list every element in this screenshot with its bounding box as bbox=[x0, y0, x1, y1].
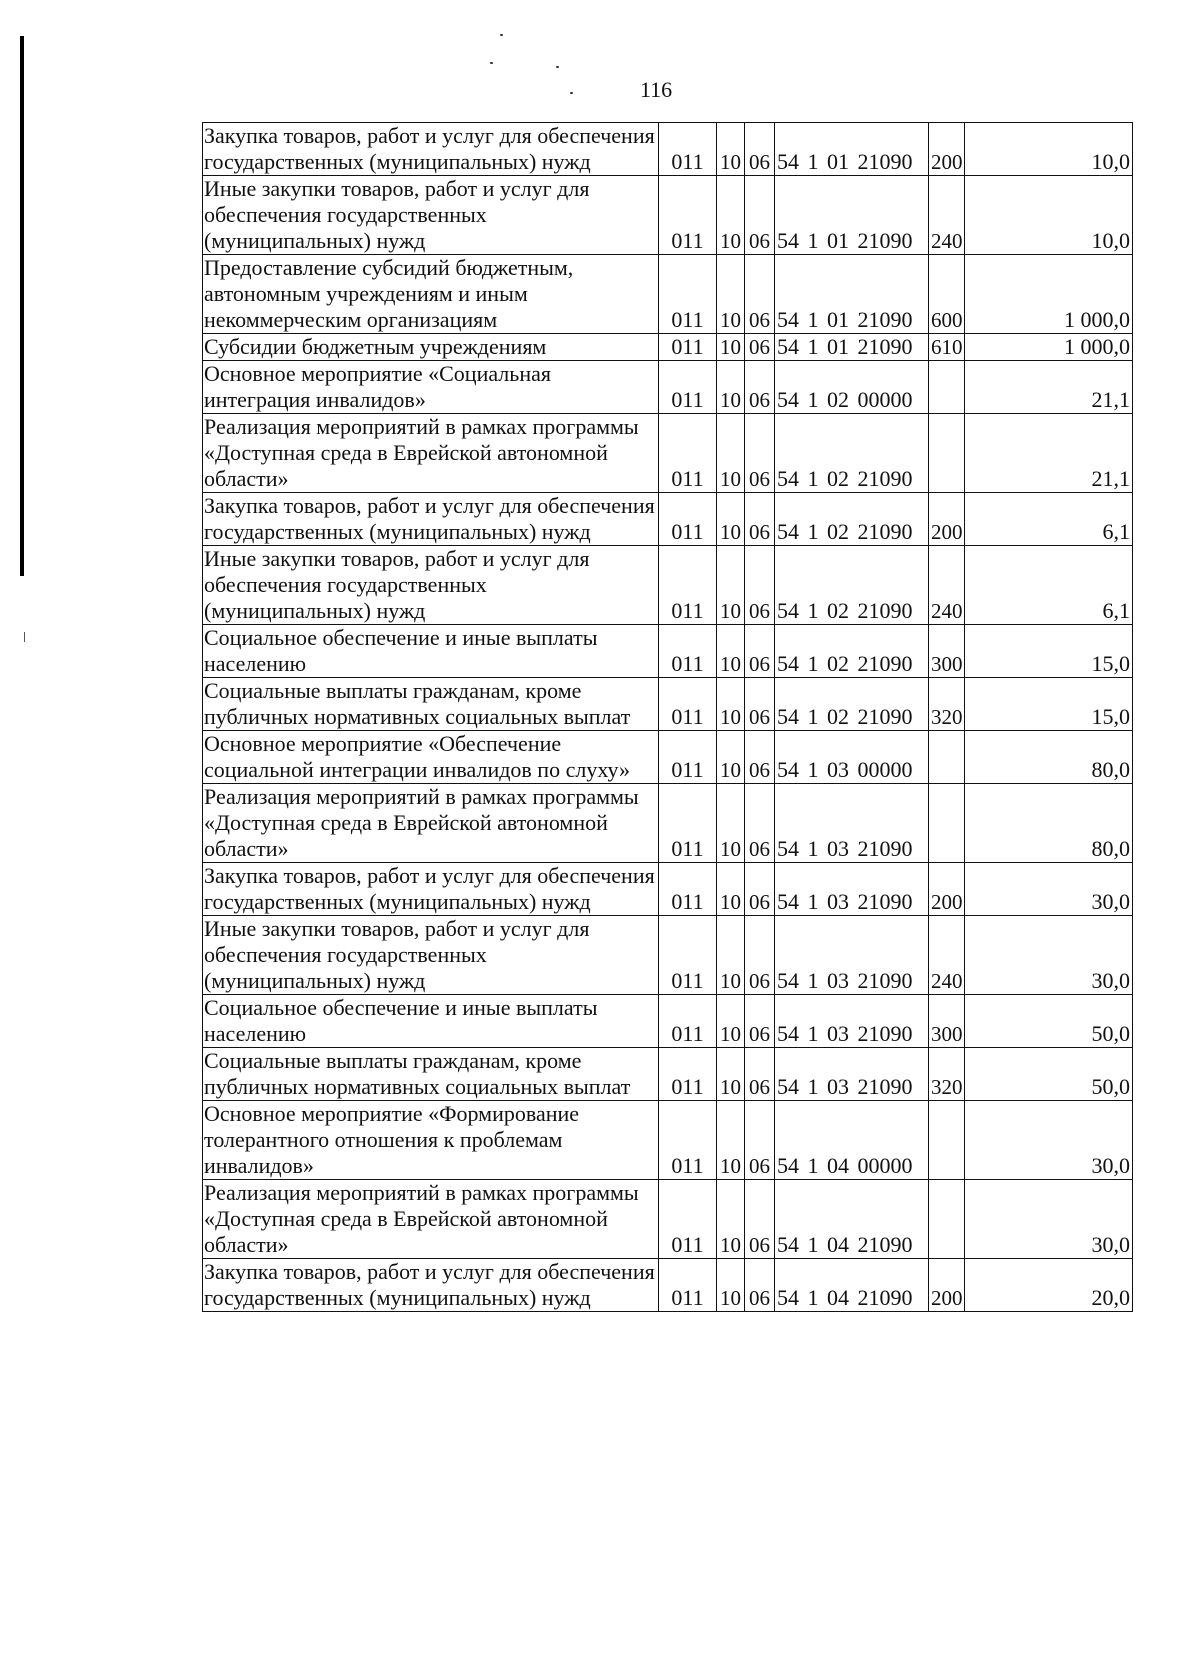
target-item-code-cell: 54 1 03 21090 bbox=[775, 863, 929, 916]
expense-type-code-cell: 610 bbox=[929, 334, 965, 361]
expense-name-cell: Закупка товаров, работ и услуг для обеспечения государственных (муниципальных) нужд bbox=[203, 123, 659, 176]
expense-type-code-cell: 300 bbox=[929, 625, 965, 678]
scan-edge-mark bbox=[20, 36, 24, 576]
target-item-code-cell: 54 1 03 21090 bbox=[775, 784, 929, 863]
subsection-code-cell: 06 bbox=[745, 493, 775, 546]
subsection-code-cell: 06 bbox=[745, 123, 775, 176]
ministry-code-cell: 011 bbox=[659, 334, 717, 361]
subsection-code-cell: 06 bbox=[745, 863, 775, 916]
amount-cell: 21,1 bbox=[965, 361, 1133, 414]
amount-cell: 1 000,0 bbox=[965, 334, 1133, 361]
target-item-code-cell: 54 1 02 21090 bbox=[775, 625, 929, 678]
amount-cell: 6,1 bbox=[965, 546, 1133, 625]
amount-cell: 50,0 bbox=[965, 995, 1133, 1048]
subsection-code-cell: 06 bbox=[745, 176, 775, 255]
expense-name-cell: Социальные выплаты гражданам, кроме публичных нормативных социальных выплат bbox=[203, 678, 659, 731]
amount-cell: 50,0 bbox=[965, 1048, 1133, 1101]
table-row bbox=[203, 995, 1133, 1048]
expense-type-code-cell: 320 bbox=[929, 1048, 965, 1101]
section-code-cell: 10 bbox=[717, 123, 745, 176]
scan-speck bbox=[570, 92, 573, 94]
table-row bbox=[203, 361, 1133, 414]
expense-type-code-cell bbox=[929, 414, 965, 493]
section-code-cell: 10 bbox=[717, 995, 745, 1048]
table-row bbox=[203, 493, 1133, 546]
ministry-code-cell: 011 bbox=[659, 916, 717, 995]
section-code-cell: 10 bbox=[717, 916, 745, 995]
table-row bbox=[203, 1180, 1133, 1259]
ministry-code-cell: 011 bbox=[659, 863, 717, 916]
section-code-cell: 10 bbox=[717, 414, 745, 493]
section-code-cell: 10 bbox=[717, 1180, 745, 1259]
section-code-cell: 10 bbox=[717, 625, 745, 678]
subsection-code-cell: 06 bbox=[745, 916, 775, 995]
expense-name-cell: Иные закупки товаров, работ и услуг для обеспечения государственных (муниципальных) нужд bbox=[203, 916, 659, 995]
table-row bbox=[203, 255, 1133, 334]
scan-speck bbox=[500, 34, 503, 36]
expense-type-code-cell: 300 bbox=[929, 995, 965, 1048]
expense-name-cell: Закупка товаров, работ и услуг для обеспечения государственных (муниципальных) нужд bbox=[203, 1259, 659, 1312]
target-item-code-cell: 54 1 01 21090 bbox=[775, 176, 929, 255]
target-item-code-cell: 54 1 03 21090 bbox=[775, 1048, 929, 1101]
table-row bbox=[203, 625, 1133, 678]
expense-name-cell: Реализация мероприятий в рамках программы «Доступная среда в Еврейской автономной области» bbox=[203, 414, 659, 493]
section-code-cell: 10 bbox=[717, 1101, 745, 1180]
table-row bbox=[203, 678, 1133, 731]
section-code-cell: 10 bbox=[717, 784, 745, 863]
amount-cell: 80,0 bbox=[965, 784, 1133, 863]
target-item-code-cell: 54 1 03 00000 bbox=[775, 731, 929, 784]
budget-table bbox=[202, 122, 1133, 1312]
table-row bbox=[203, 784, 1133, 863]
ministry-code-cell: 011 bbox=[659, 625, 717, 678]
subsection-code-cell: 06 bbox=[745, 784, 775, 863]
target-item-code-cell: 54 1 04 21090 bbox=[775, 1180, 929, 1259]
target-item-code-cell: 54 1 02 21090 bbox=[775, 493, 929, 546]
target-item-code-cell: 54 1 03 21090 bbox=[775, 916, 929, 995]
section-code-cell: 10 bbox=[717, 1048, 745, 1101]
section-code-cell: 10 bbox=[717, 255, 745, 334]
expense-name-cell: Реализация мероприятий в рамках программы «Доступная среда в Еврейской автономной области» bbox=[203, 1180, 659, 1259]
subsection-code-cell: 06 bbox=[745, 414, 775, 493]
expense-name-cell: Предоставление субсидий бюджетным, автономным учреждениям и иным некоммерческим организациям bbox=[203, 255, 659, 334]
amount-cell: 15,0 bbox=[965, 625, 1133, 678]
table-row bbox=[203, 863, 1133, 916]
subsection-code-cell: 06 bbox=[745, 546, 775, 625]
subsection-code-cell: 06 bbox=[745, 334, 775, 361]
ministry-code-cell: 011 bbox=[659, 1259, 717, 1312]
expense-name-cell: Социальные выплаты гражданам, кроме публичных нормативных социальных выплат bbox=[203, 1048, 659, 1101]
ministry-code-cell: 011 bbox=[659, 361, 717, 414]
table-row bbox=[203, 176, 1133, 255]
ministry-code-cell: 011 bbox=[659, 123, 717, 176]
amount-cell: 15,0 bbox=[965, 678, 1133, 731]
table-row bbox=[203, 1101, 1133, 1180]
table-row bbox=[203, 546, 1133, 625]
section-code-cell: 10 bbox=[717, 334, 745, 361]
amount-cell: 30,0 bbox=[965, 863, 1133, 916]
target-item-code-cell: 54 1 02 21090 bbox=[775, 414, 929, 493]
expense-type-code-cell: 240 bbox=[929, 176, 965, 255]
budget-table-body bbox=[203, 123, 1133, 1312]
expense-type-code-cell bbox=[929, 1101, 965, 1180]
ministry-code-cell: 011 bbox=[659, 731, 717, 784]
target-item-code-cell: 54 1 01 21090 bbox=[775, 123, 929, 176]
expense-name-cell: Основное мероприятие «Формирование толерантного отношения к проблемам инвалидов» bbox=[203, 1101, 659, 1180]
amount-cell: 30,0 bbox=[965, 1180, 1133, 1259]
table-row bbox=[203, 1048, 1133, 1101]
target-item-code-cell: 54 1 01 21090 bbox=[775, 255, 929, 334]
target-item-code-cell: 54 1 03 21090 bbox=[775, 995, 929, 1048]
scan-speck bbox=[556, 66, 559, 68]
expense-name-cell: Социальное обеспечение и иные выплаты населению bbox=[203, 995, 659, 1048]
subsection-code-cell: 06 bbox=[745, 678, 775, 731]
section-code-cell: 10 bbox=[717, 731, 745, 784]
ministry-code-cell: 011 bbox=[659, 1101, 717, 1180]
scan-edge-tick bbox=[24, 632, 25, 642]
ministry-code-cell: 011 bbox=[659, 493, 717, 546]
subsection-code-cell: 06 bbox=[745, 1180, 775, 1259]
subsection-code-cell: 06 bbox=[745, 995, 775, 1048]
expense-name-cell: Закупка товаров, работ и услуг для обеспечения государственных (муниципальных) нужд bbox=[203, 863, 659, 916]
target-item-code-cell: 54 1 04 21090 bbox=[775, 1259, 929, 1312]
amount-cell: 20,0 bbox=[965, 1259, 1133, 1312]
section-code-cell: 10 bbox=[717, 493, 745, 546]
target-item-code-cell: 54 1 02 21090 bbox=[775, 678, 929, 731]
expense-name-cell: Иные закупки товаров, работ и услуг для обеспечения государственных (муниципальных) нужд bbox=[203, 176, 659, 255]
section-code-cell: 10 bbox=[717, 546, 745, 625]
expense-type-code-cell: 240 bbox=[929, 916, 965, 995]
expense-name-cell: Основное мероприятие «Обеспечение социальной интеграции инвалидов по слуху» bbox=[203, 731, 659, 784]
expense-name-cell: Закупка товаров, работ и услуг для обеспечения государственных (муниципальных) нужд bbox=[203, 493, 659, 546]
amount-cell: 6,1 bbox=[965, 493, 1133, 546]
expense-type-code-cell: 200 bbox=[929, 863, 965, 916]
target-item-code-cell: 54 1 02 00000 bbox=[775, 361, 929, 414]
expense-type-code-cell: 200 bbox=[929, 123, 965, 176]
target-item-code-cell: 54 1 04 00000 bbox=[775, 1101, 929, 1180]
amount-cell: 10,0 bbox=[965, 176, 1133, 255]
subsection-code-cell: 06 bbox=[745, 361, 775, 414]
table-row bbox=[203, 334, 1133, 361]
expense-type-code-cell: 200 bbox=[929, 1259, 965, 1312]
expense-type-code-cell: 600 bbox=[929, 255, 965, 334]
expense-name-cell: Реализация мероприятий в рамках программы «Доступная среда в Еврейской автономной области» bbox=[203, 784, 659, 863]
expense-type-code-cell bbox=[929, 361, 965, 414]
ministry-code-cell: 011 bbox=[659, 176, 717, 255]
section-code-cell: 10 bbox=[717, 1259, 745, 1312]
subsection-code-cell: 06 bbox=[745, 1101, 775, 1180]
ministry-code-cell: 011 bbox=[659, 784, 717, 863]
subsection-code-cell: 06 bbox=[745, 1259, 775, 1312]
section-code-cell: 10 bbox=[717, 176, 745, 255]
target-item-code-cell: 54 1 02 21090 bbox=[775, 546, 929, 625]
subsection-code-cell: 06 bbox=[745, 255, 775, 334]
ministry-code-cell: 011 bbox=[659, 546, 717, 625]
section-code-cell: 10 bbox=[717, 678, 745, 731]
page-number: 116 bbox=[640, 77, 673, 102]
expense-type-code-cell: 240 bbox=[929, 546, 965, 625]
expense-type-code-cell: 200 bbox=[929, 493, 965, 546]
subsection-code-cell: 06 bbox=[745, 625, 775, 678]
expense-name-cell: Субсидии бюджетным учреждениям bbox=[203, 334, 659, 361]
target-item-code-cell: 54 1 01 21090 bbox=[775, 334, 929, 361]
expense-name-cell: Иные закупки товаров, работ и услуг для обеспечения государственных (муниципальных) нужд bbox=[203, 546, 659, 625]
expense-type-code-cell bbox=[929, 784, 965, 863]
expense-name-cell: Социальное обеспечение и иные выплаты населению bbox=[203, 625, 659, 678]
amount-cell: 30,0 bbox=[965, 1101, 1133, 1180]
table-row bbox=[203, 1259, 1133, 1312]
amount-cell: 80,0 bbox=[965, 731, 1133, 784]
section-code-cell: 10 bbox=[717, 863, 745, 916]
amount-cell: 10,0 bbox=[965, 123, 1133, 176]
ministry-code-cell: 011 bbox=[659, 1180, 717, 1259]
ministry-code-cell: 011 bbox=[659, 1048, 717, 1101]
expense-name-cell: Основное мероприятие «Социальная интеграция инвалидов» bbox=[203, 361, 659, 414]
expense-type-code-cell bbox=[929, 731, 965, 784]
subsection-code-cell: 06 bbox=[745, 1048, 775, 1101]
section-code-cell: 10 bbox=[717, 361, 745, 414]
ministry-code-cell: 011 bbox=[659, 414, 717, 493]
table-row bbox=[203, 123, 1133, 176]
expense-type-code-cell bbox=[929, 1180, 965, 1259]
scan-speck bbox=[490, 62, 493, 64]
table-row bbox=[203, 414, 1133, 493]
subsection-code-cell: 06 bbox=[745, 731, 775, 784]
expense-type-code-cell: 320 bbox=[929, 678, 965, 731]
amount-cell: 30,0 bbox=[965, 916, 1133, 995]
table-row bbox=[203, 731, 1133, 784]
amount-cell: 21,1 bbox=[965, 414, 1133, 493]
table-row bbox=[203, 916, 1133, 995]
amount-cell: 1 000,0 bbox=[965, 255, 1133, 334]
ministry-code-cell: 011 bbox=[659, 678, 717, 731]
ministry-code-cell: 011 bbox=[659, 995, 717, 1048]
ministry-code-cell: 011 bbox=[659, 255, 717, 334]
